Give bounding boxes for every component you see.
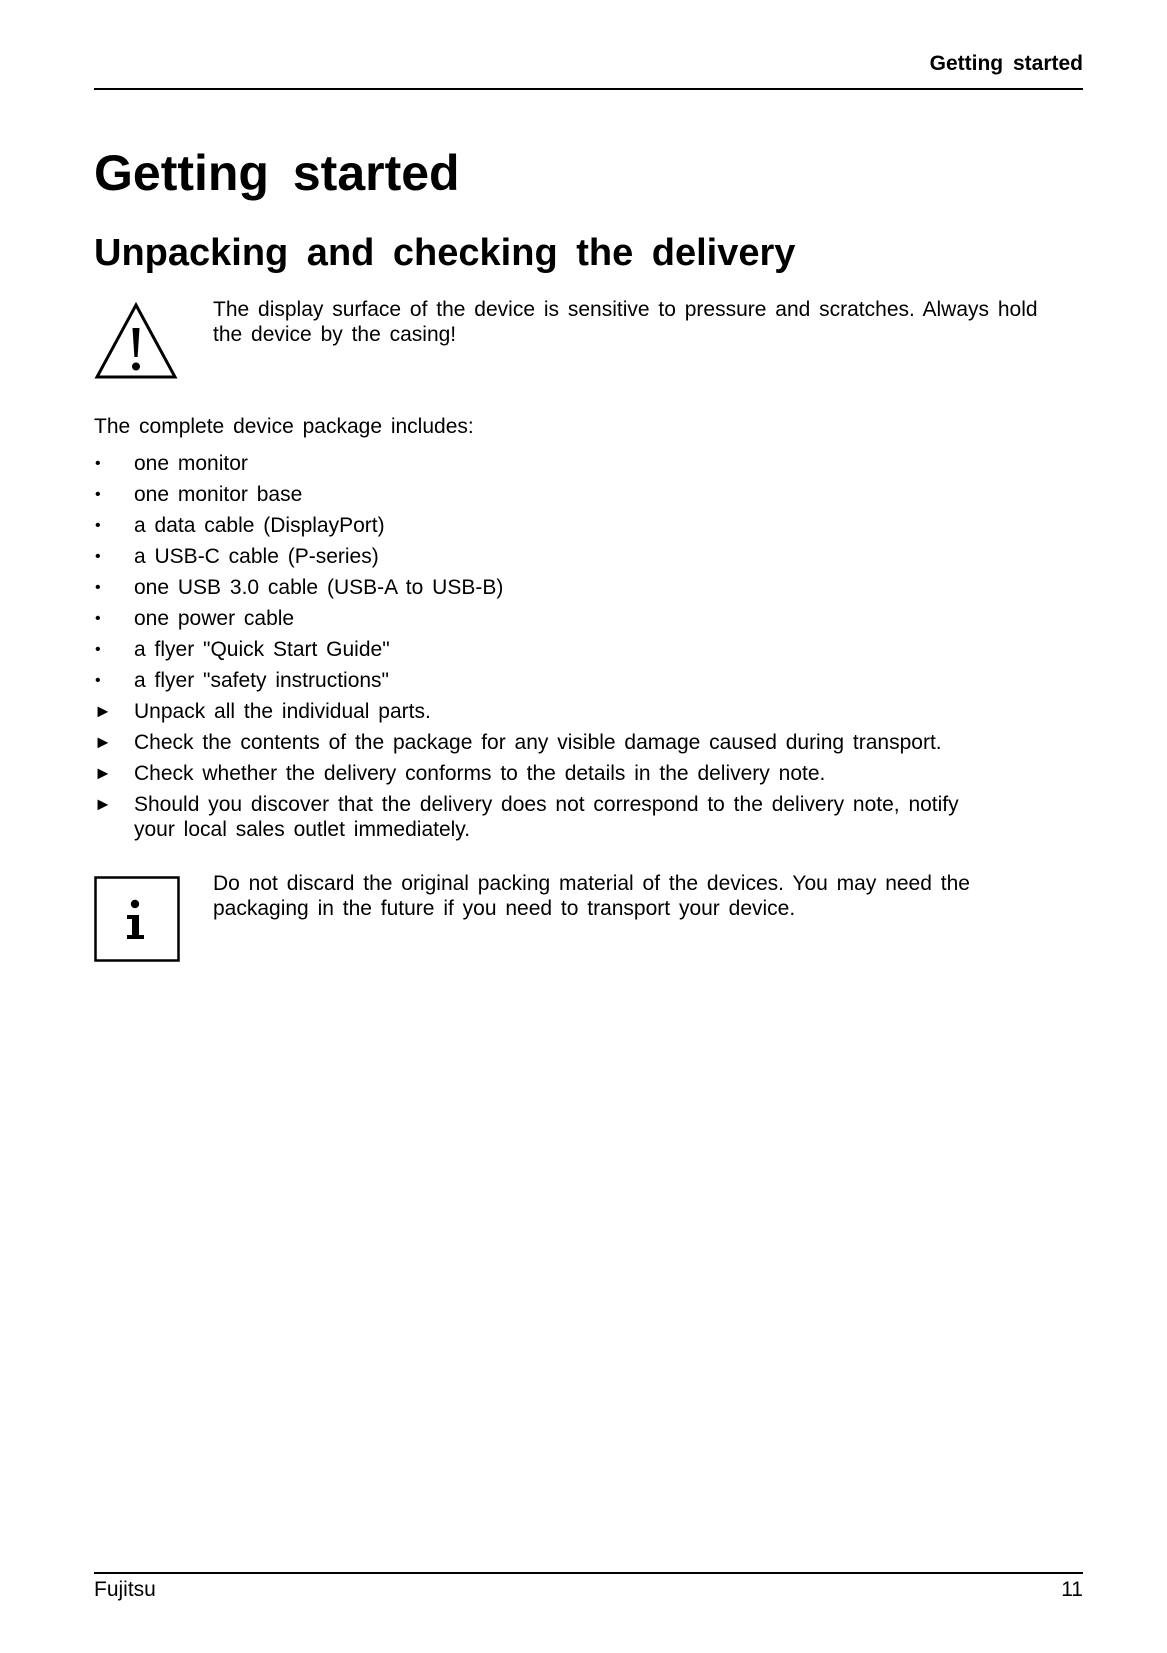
package-contents-list [94,451,1083,842]
arrow-marker-icon: ► [94,763,112,783]
bullet-marker: • [95,579,101,596]
step-item: ► Should you discover that the delivery does not correspond to the delivery note, notify your local sales outlet immediately. [94,793,959,841]
package-intro: The complete device package includes: [94,415,474,438]
list-item: • a flyer "Quick Start Guide" [95,638,390,661]
step-item: ► Check whether the delivery conforms to the details in the delivery note. [94,762,826,785]
bullet-marker: • [95,672,101,689]
arrow-marker-icon: ► [94,701,112,721]
info-note-text: Do not discard the original packing material of the devices. You may need the packaging in the future if you need to transport your device. [213,872,970,920]
list-item: • a USB-C cable (P-series) [95,545,379,568]
running-header: Getting started [929,52,1083,75]
chapter-title: Getting started [94,145,460,201]
bullet-marker: • [95,548,101,565]
list-item: • one monitor base [95,483,303,506]
bullet-marker: • [95,486,101,503]
section-title: Unpacking and checking the delivery [94,232,796,274]
page-number: 11 [1061,1578,1083,1601]
bullet-marker: • [95,517,101,534]
footer-brand: Fujitsu [94,1578,156,1601]
step-item: ► Check the contents of the package for any visible damage caused during transport. [94,731,942,754]
bullet-marker: • [95,641,101,658]
info-icon [94,876,180,962]
list-item: • a flyer "safety instructions" [95,669,390,692]
list-item: • a data cable (DisplayPort) [95,514,385,537]
footer-rule [94,1572,1083,1574]
step-item: ► Unpack all the individual parts. [94,700,431,723]
warning-note-text: The display surface of the device is sensitive to pressure and scratches. Always hold the device by the casing! [213,298,1038,346]
arrow-marker-icon: ► [94,794,112,814]
list-item: • one power cable [95,607,295,630]
list-item: • one monitor [95,452,248,475]
bullet-marker: • [95,455,101,472]
warning-triangle-icon [94,302,178,380]
arrow-marker-icon: ► [94,732,112,752]
bullet-marker: • [95,610,101,627]
header-rule [94,88,1083,90]
list-item: • one USB 3.0 cable (USB-A to USB-B) [95,576,504,599]
